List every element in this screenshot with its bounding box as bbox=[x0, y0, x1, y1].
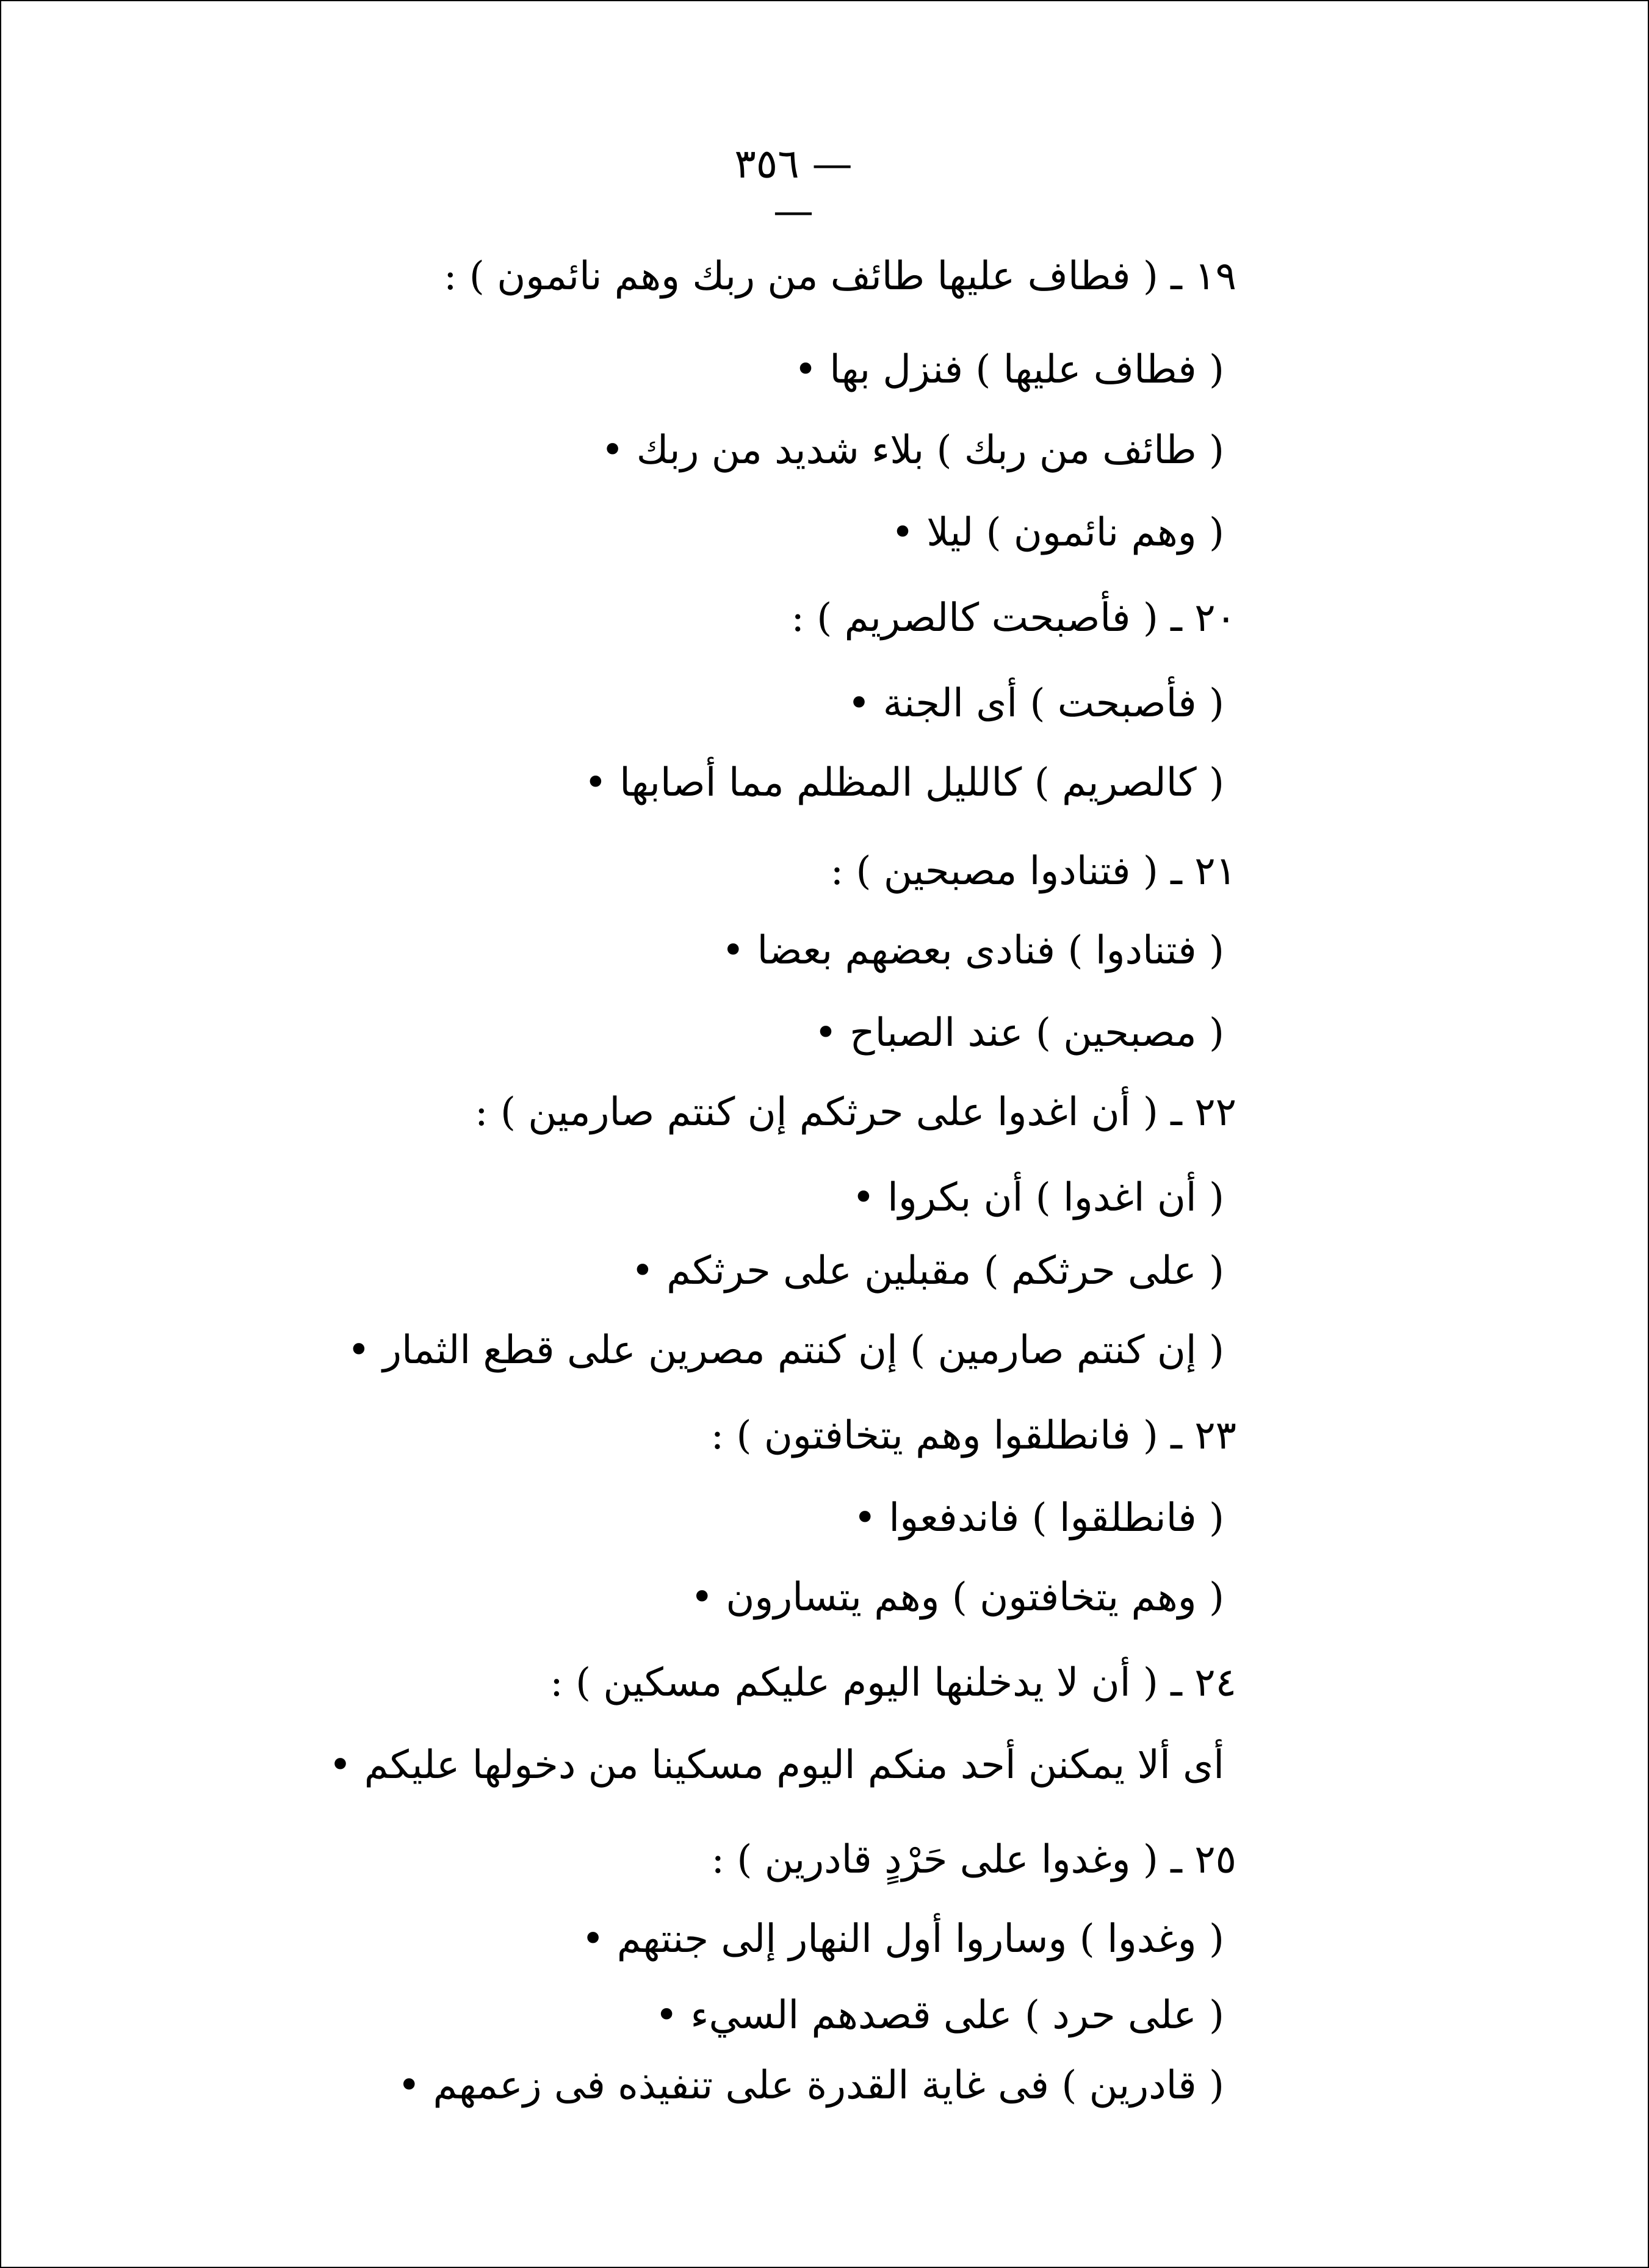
verse-heading-23: ٢٣ ـ ( فانطلقوا وهم يتخافتون ) : bbox=[710, 1413, 1236, 1458]
gloss-line: أى ألا يمكنن أحد منكم اليوم مسكينا من دخولها عليكم • bbox=[328, 1743, 1224, 1788]
gloss-line: ( طائف من ربك ) بلاء شديد من ربك • bbox=[601, 428, 1224, 473]
gloss-line: ( وهم نائمون ) ليلا • bbox=[891, 510, 1224, 555]
gloss-line: ( فانطلقوا ) فاندفعوا • bbox=[853, 1496, 1224, 1541]
gloss-line: ( على حرد ) على قصدهم السيء • bbox=[655, 1993, 1224, 2038]
page-number: — ٣٥٦ — bbox=[734, 140, 853, 234]
gloss-line: ( كالصريم ) كالليل المظلم مما أصابها • bbox=[584, 760, 1224, 805]
gloss-line: ( أن اغدوا ) أن بكروا • bbox=[852, 1175, 1224, 1220]
gloss-line: ( وغدوا ) وساروا أول النهار إلى جنتهم • bbox=[581, 1917, 1224, 1962]
gloss-line: ( وهم يتخافتون ) وهم يتسارون • bbox=[690, 1575, 1224, 1620]
verse-heading-25: ٢٥ ـ ( وغدوا على حَرْدٍ قادرين ) : bbox=[711, 1837, 1236, 1882]
gloss-line: ( على حرثكم ) مقبلين على حرثكم • bbox=[631, 1248, 1224, 1294]
gloss-line: ( إن كنتم صارمين ) إن كنتم مصرين على قطع الثمار • bbox=[347, 1328, 1224, 1373]
verse-heading-19: ١٩ ـ ( فطاف عليها طائف من ربك وهم نائمون ) : bbox=[444, 254, 1236, 299]
gloss-line: ( مصبحين ) عند الصباح • bbox=[814, 1010, 1224, 1056]
verse-heading-24: ٢٤ ـ ( أن لا يدخلنها اليوم عليكم مسكين ) : bbox=[550, 1660, 1236, 1705]
gloss-line: ( قادرين ) فى غاية القدرة على تنفيذه فى زعمهم • bbox=[397, 2063, 1224, 2108]
verse-heading-22: ٢٢ ـ ( أن اغدوا على حرثكم إن كنتم صارمين ) : bbox=[475, 1090, 1236, 1135]
gloss-line: ( فتنادوا ) فنادى بعضهم بعضا • bbox=[721, 928, 1224, 973]
gloss-line: ( فطاف عليها ) فنزل بها • bbox=[794, 347, 1224, 392]
verse-heading-21: ٢١ ـ ( فتنادوا مصبحين ) : bbox=[830, 849, 1236, 894]
verse-heading-20: ٢٠ ـ ( فأصبحت كالصريم ) : bbox=[791, 596, 1236, 641]
gloss-line: ( فأصبحت ) أى الجنة • bbox=[847, 681, 1224, 726]
